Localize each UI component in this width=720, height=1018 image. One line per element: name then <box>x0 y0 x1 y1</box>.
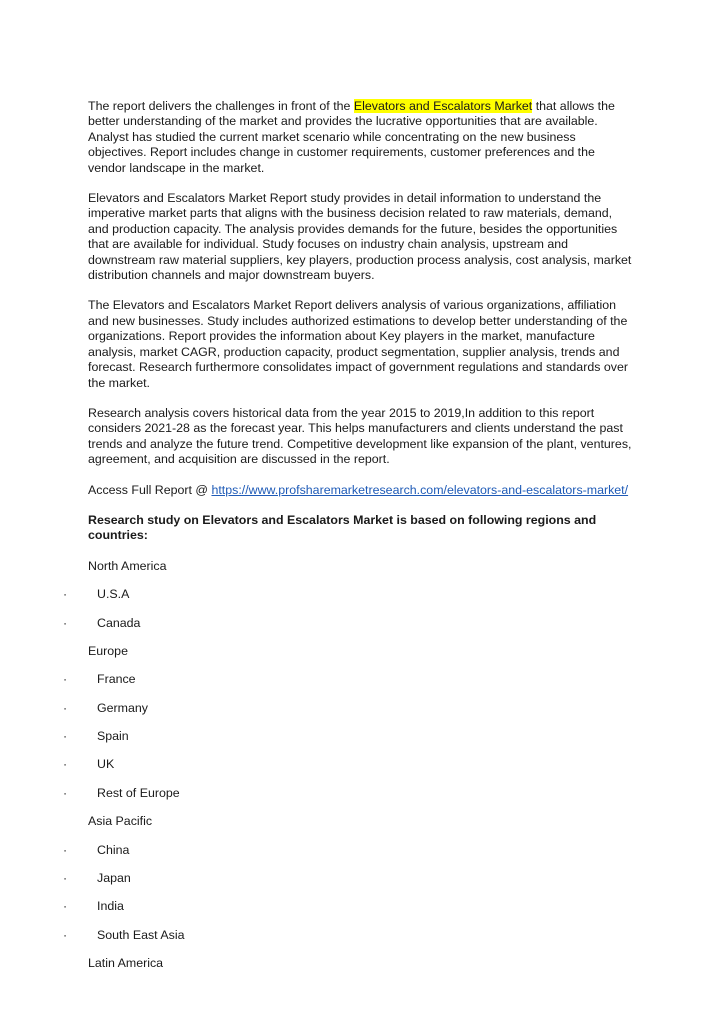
country-item <box>63 757 636 785</box>
region-north-america: North America <box>88 558 167 573</box>
regions-heading: Research study on Elevators and Escalators Market is based on following regions and countries: <box>88 512 597 543</box>
bullet-icon: · <box>63 899 68 914</box>
access-report-label: Access Full Report @ <box>88 482 212 497</box>
bullet-icon: · <box>63 672 68 687</box>
bullet-icon: · <box>63 757 68 772</box>
country-item <box>63 899 636 927</box>
country-item <box>63 700 636 729</box>
country-item <box>63 672 636 700</box>
country-item <box>63 927 636 956</box>
organizations-paragraph: The Elevators and Escalators Market Report delivers analysis of various organizations, affiliation and new businesses. Study includes authorized estimations to develop better understanding of the organizations. Report provides the information about Key players in the market, manufacture analysis, market CAGR, production capacity, product segmentation, supplier analysis, trends and forecast. Research furthermore consolidates impact of government regulations and standards over the market. <box>88 298 628 390</box>
bullet-icon: · <box>63 700 68 715</box>
country-name: India <box>97 899 124 914</box>
country-name: Japan <box>97 871 131 886</box>
region-latin-america: Latin America <box>88 956 164 971</box>
access-report-line <box>88 483 636 498</box>
country-item <box>63 729 636 757</box>
country-name: Rest of Europe <box>97 785 180 800</box>
region-asia-pacific: Asia Pacific <box>88 814 153 829</box>
country-name: Canada <box>97 615 141 630</box>
country-name: China <box>97 842 130 857</box>
country-item <box>63 871 636 899</box>
intro-text-end: that allows the better understanding of the market and provides the lucrative opportunities that are available. Analyst has studied the current market scenario while concentrating on the new business objectives. Report includes change in customer requirements, customer preferences and the vendor landscape in the market. <box>88 99 615 175</box>
study-details-paragraph: Elevators and Escalators Market Report study provides in detail information to understand the imperative market parts that aligns with the business decision related to raw materials, demand, and production capacity. The analysis provides demands for the future, besides the opportunities that are available for individual. Study focuses on industry chain analysis, upstream and downstream raw material suppliers, key players, production process analysis, cost analysis, market distribution channels and major downstream buyers. <box>88 191 632 283</box>
bullet-icon: · <box>63 615 68 630</box>
country-name: France <box>97 672 136 687</box>
intro-paragraph <box>88 99 636 176</box>
document-body <box>63 99 636 985</box>
country-name: Spain <box>97 729 129 744</box>
region-europe: Europe <box>88 643 128 658</box>
country-name: UK <box>97 757 115 772</box>
bullet-icon: · <box>63 729 68 744</box>
country-item <box>63 785 636 814</box>
country-item <box>63 587 636 615</box>
intro-text-start: The report delivers the challenges in front of the <box>88 99 354 113</box>
country-name: Germany <box>97 700 148 715</box>
bullet-icon: · <box>63 927 68 942</box>
bullet-icon: · <box>63 871 68 886</box>
country-name: U.S.A <box>97 587 130 602</box>
highlighted-market-name: Elevators and Escalators Market <box>353 99 533 113</box>
country-name: South East Asia <box>97 927 185 942</box>
bullet-icon: · <box>63 842 68 857</box>
country-item <box>63 842 636 871</box>
bullet-icon: · <box>63 587 68 602</box>
country-item <box>63 615 636 644</box>
bullet-icon: · <box>63 785 68 800</box>
report-link[interactable]: https://www.profsharemarketresearch.com/elevators-and-escalators-market/ <box>211 482 629 497</box>
forecast-paragraph: Research analysis covers historical data from the year 2015 to 2019,In addition to this report considers 2021-28 as the forecast year. This helps manufacturers and clients understand the past trends and analyze the future trend. Competitive development like expansion of the plant, ventures, agreement, and acquisition are discussed in the report. <box>88 405 632 467</box>
